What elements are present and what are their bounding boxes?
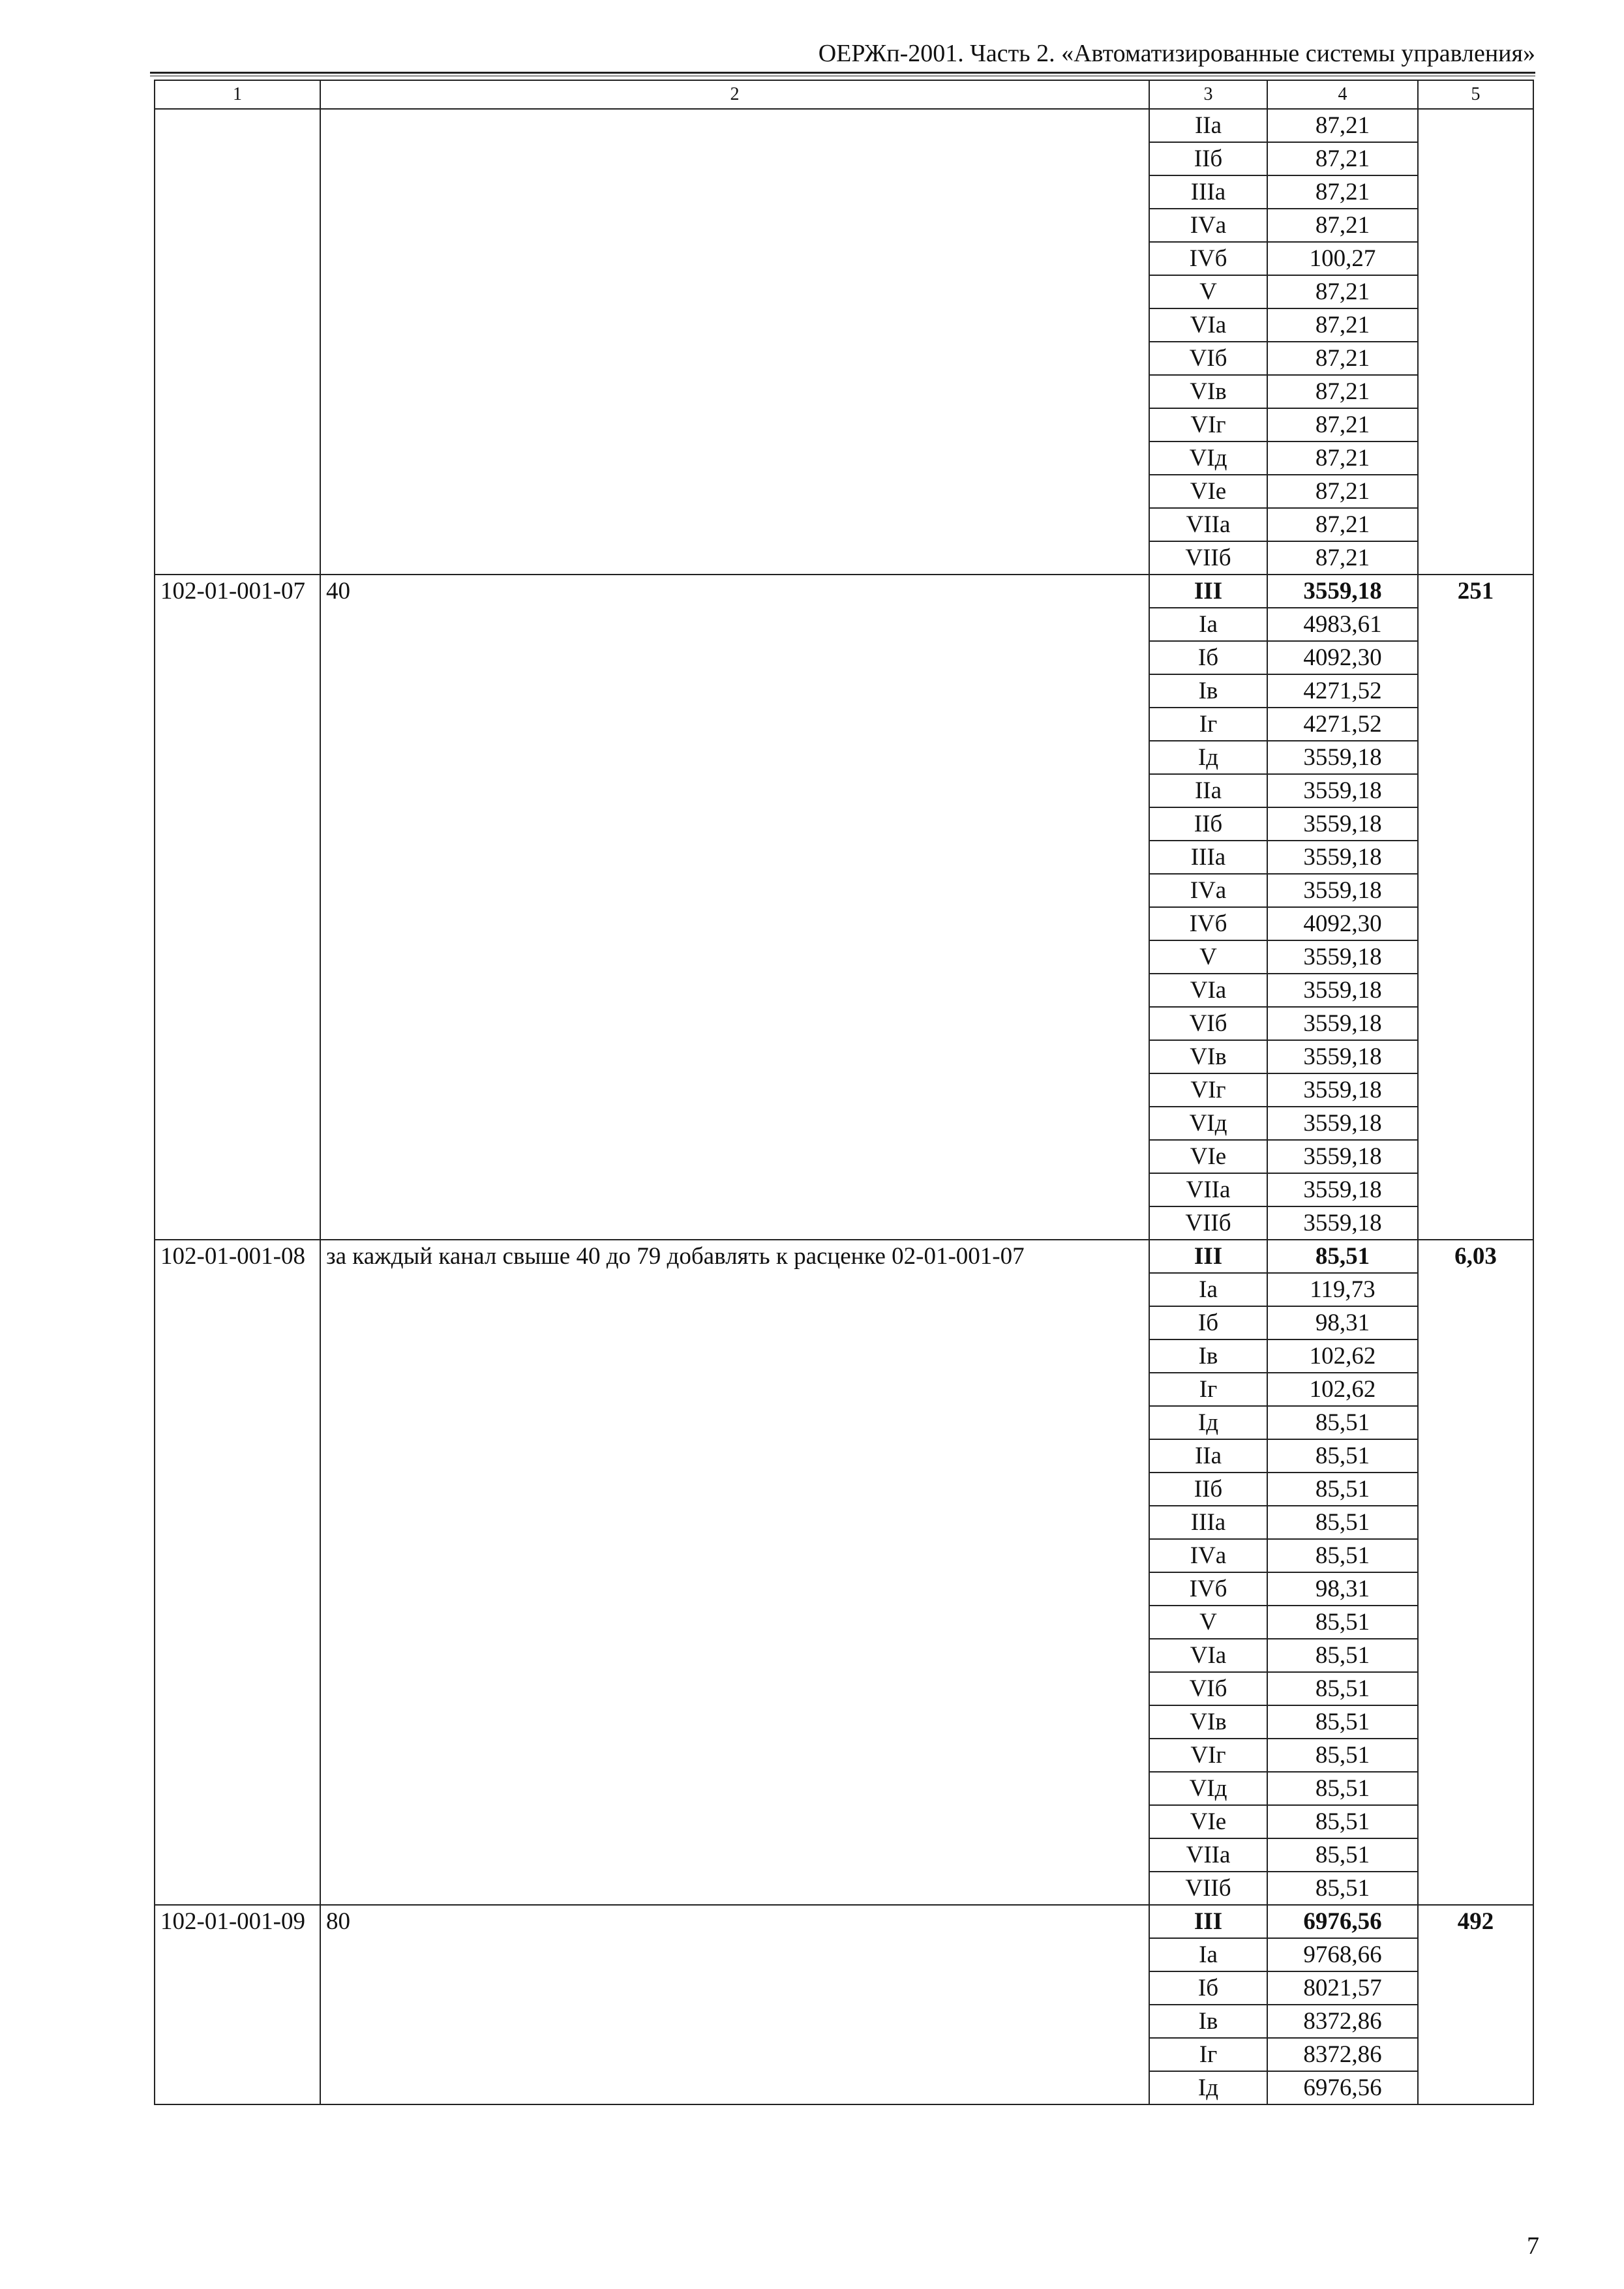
price-cell: 85,51 [1267, 1672, 1418, 1705]
price-cell: 3559,18 [1267, 1173, 1418, 1206]
price-cell: 98,31 [1267, 1306, 1418, 1339]
price-cell: 85,51 [1267, 1506, 1418, 1539]
zone-cell: IIб [1149, 1473, 1267, 1506]
price-cell: 6976,56 [1267, 1905, 1418, 1938]
price-cell: 85,51 [1267, 1606, 1418, 1639]
rates-table [154, 80, 1534, 2105]
rate-code: 102-01-001-08 [155, 1240, 320, 1905]
labor-cost-cell: 492 [1418, 1905, 1533, 2104]
price-cell: 3559,18 [1267, 1007, 1418, 1040]
zone-cell: VIа [1149, 308, 1267, 342]
rate-code: 102-01-001-09 [155, 1905, 320, 2104]
zone-cell: Iб [1149, 641, 1267, 674]
price-cell: 98,31 [1267, 1572, 1418, 1606]
zone-cell: IIа [1149, 1439, 1267, 1473]
price-cell: 3559,18 [1267, 807, 1418, 841]
zone-cell: VIб [1149, 1672, 1267, 1705]
column-number: 3 [1149, 80, 1267, 109]
zone-cell: VIIб [1149, 1206, 1267, 1240]
zone-cell: Iв [1149, 674, 1267, 708]
price-cell: 87,21 [1267, 342, 1418, 375]
price-cell: 3559,18 [1267, 575, 1418, 608]
price-cell: 6976,56 [1267, 2071, 1418, 2104]
zone-cell: III [1149, 1240, 1267, 1273]
price-cell: 87,21 [1267, 441, 1418, 475]
price-cell: 3559,18 [1267, 741, 1418, 774]
zone-cell: IVа [1149, 874, 1267, 907]
zone-cell: Iа [1149, 608, 1267, 641]
zone-cell: V [1149, 940, 1267, 974]
zone-cell: VIа [1149, 1639, 1267, 1672]
zone-cell: VIг [1149, 408, 1267, 441]
price-cell: 3559,18 [1267, 1206, 1418, 1240]
price-cell: 85,51 [1267, 1439, 1418, 1473]
zone-cell: VIд [1149, 441, 1267, 475]
price-cell: 4271,52 [1267, 708, 1418, 741]
price-cell: 4983,61 [1267, 608, 1418, 641]
price-cell: 8372,86 [1267, 2038, 1418, 2071]
price-cell: 85,51 [1267, 1406, 1418, 1439]
price-cell: 85,51 [1267, 1473, 1418, 1506]
price-cell: 3559,18 [1267, 940, 1418, 974]
table-row [155, 575, 1533, 608]
zone-cell: IVа [1149, 209, 1267, 242]
work-description: 40 [320, 575, 1149, 1240]
zone-cell: IVб [1149, 907, 1267, 940]
zone-cell: VIе [1149, 1805, 1267, 1838]
price-cell: 3559,18 [1267, 874, 1418, 907]
price-cell: 85,51 [1267, 1805, 1418, 1838]
price-cell: 87,21 [1267, 308, 1418, 342]
zone-cell: IVб [1149, 242, 1267, 275]
zone-cell: Iв [1149, 2005, 1267, 2038]
zone-cell: VIIа [1149, 508, 1267, 541]
price-cell: 85,51 [1267, 1739, 1418, 1772]
zone-cell: IVб [1149, 1572, 1267, 1606]
labor-cost-cell: 251 [1418, 575, 1533, 1240]
price-cell: 9768,66 [1267, 1938, 1418, 1971]
price-cell: 85,51 [1267, 1705, 1418, 1739]
price-cell: 87,21 [1267, 142, 1418, 175]
page-number: 7 [1527, 2232, 1539, 2260]
rate-code [155, 109, 320, 575]
zone-cell: VIIб [1149, 1872, 1267, 1905]
price-cell: 87,21 [1267, 109, 1418, 142]
zone-cell: V [1149, 1606, 1267, 1639]
price-cell: 87,21 [1267, 508, 1418, 541]
zone-cell: Iд [1149, 741, 1267, 774]
zone-cell: VIе [1149, 1140, 1267, 1173]
rate-code: 102-01-001-07 [155, 575, 320, 1240]
price-cell: 3559,18 [1267, 974, 1418, 1007]
zone-cell: VIг [1149, 1073, 1267, 1107]
zone-cell: IIIа [1149, 175, 1267, 209]
page-header-title: ОЕРЖп-2001. Часть 2. «Автоматизированные системы управления» [818, 40, 1535, 67]
zone-cell: V [1149, 275, 1267, 308]
zone-cell: Iд [1149, 2071, 1267, 2104]
zone-cell: IIа [1149, 774, 1267, 807]
price-cell: 85,51 [1267, 1240, 1418, 1273]
price-cell: 85,51 [1267, 1838, 1418, 1872]
price-cell: 3559,18 [1267, 1040, 1418, 1073]
price-cell: 8021,57 [1267, 1971, 1418, 2005]
price-cell: 119,73 [1267, 1273, 1418, 1306]
price-cell: 87,21 [1267, 209, 1418, 242]
zone-cell: VIд [1149, 1107, 1267, 1140]
labor-cost-cell [1418, 109, 1533, 575]
table-row [155, 1905, 1533, 1938]
price-cell: 100,27 [1267, 242, 1418, 275]
zone-cell: VIв [1149, 1040, 1267, 1073]
price-cell: 8372,86 [1267, 2005, 1418, 2038]
zone-cell: Iг [1149, 1373, 1267, 1406]
price-cell: 3559,18 [1267, 1073, 1418, 1107]
column-number-row [155, 80, 1533, 109]
zone-cell: IIб [1149, 807, 1267, 841]
labor-cost-cell: 6,03 [1418, 1240, 1533, 1905]
price-cell: 87,21 [1267, 475, 1418, 508]
zone-cell: Iг [1149, 2038, 1267, 2071]
zone-cell: VIе [1149, 475, 1267, 508]
price-cell: 87,21 [1267, 408, 1418, 441]
zone-cell: Iб [1149, 1306, 1267, 1339]
price-cell: 3559,18 [1267, 1107, 1418, 1140]
zone-cell: IIIа [1149, 1506, 1267, 1539]
zone-cell: III [1149, 575, 1267, 608]
price-cell: 87,21 [1267, 375, 1418, 408]
zone-cell: III [1149, 1905, 1267, 1938]
work-description: 80 [320, 1905, 1149, 2104]
price-cell: 85,51 [1267, 1539, 1418, 1572]
zone-cell: IIа [1149, 109, 1267, 142]
price-cell: 102,62 [1267, 1339, 1418, 1373]
zone-cell: Iг [1149, 708, 1267, 741]
zone-cell: VIб [1149, 1007, 1267, 1040]
zone-cell: Iа [1149, 1273, 1267, 1306]
zone-cell: VIа [1149, 974, 1267, 1007]
price-cell: 102,62 [1267, 1373, 1418, 1406]
price-cell: 3559,18 [1267, 841, 1418, 874]
price-cell: 4271,52 [1267, 674, 1418, 708]
price-cell: 4092,30 [1267, 641, 1418, 674]
price-cell: 3559,18 [1267, 774, 1418, 807]
price-cell: 3559,18 [1267, 1140, 1418, 1173]
zone-cell: VIг [1149, 1739, 1267, 1772]
price-cell: 87,21 [1267, 175, 1418, 209]
price-cell: 4092,30 [1267, 907, 1418, 940]
column-number: 2 [320, 80, 1149, 109]
column-number: 5 [1418, 80, 1533, 109]
table-row [155, 109, 1533, 142]
price-cell: 85,51 [1267, 1639, 1418, 1672]
zone-cell: Iд [1149, 1406, 1267, 1439]
zone-cell: Iб [1149, 1971, 1267, 2005]
work-description [320, 109, 1149, 575]
zone-cell: IIб [1149, 142, 1267, 175]
zone-cell: VIб [1149, 342, 1267, 375]
zone-cell: IVа [1149, 1539, 1267, 1572]
zone-cell: IIIа [1149, 841, 1267, 874]
table-row [155, 1240, 1533, 1273]
header-rule [150, 72, 1535, 76]
zone-cell: VIIб [1149, 541, 1267, 575]
zone-cell: Iв [1149, 1339, 1267, 1373]
price-cell: 85,51 [1267, 1772, 1418, 1805]
work-description: за каждый канал свыше 40 до 79 добавлять к расценке 02-01-001-07 [320, 1240, 1149, 1905]
price-cell: 87,21 [1267, 541, 1418, 575]
price-cell: 87,21 [1267, 275, 1418, 308]
zone-cell: Iа [1149, 1938, 1267, 1971]
price-cell: 85,51 [1267, 1872, 1418, 1905]
rates-table-body [155, 80, 1533, 2104]
zone-cell: VIIа [1149, 1838, 1267, 1872]
zone-cell: VIв [1149, 375, 1267, 408]
zone-cell: VIв [1149, 1705, 1267, 1739]
column-number: 4 [1267, 80, 1418, 109]
column-number: 1 [155, 80, 320, 109]
zone-cell: VIIа [1149, 1173, 1267, 1206]
zone-cell: VIд [1149, 1772, 1267, 1805]
